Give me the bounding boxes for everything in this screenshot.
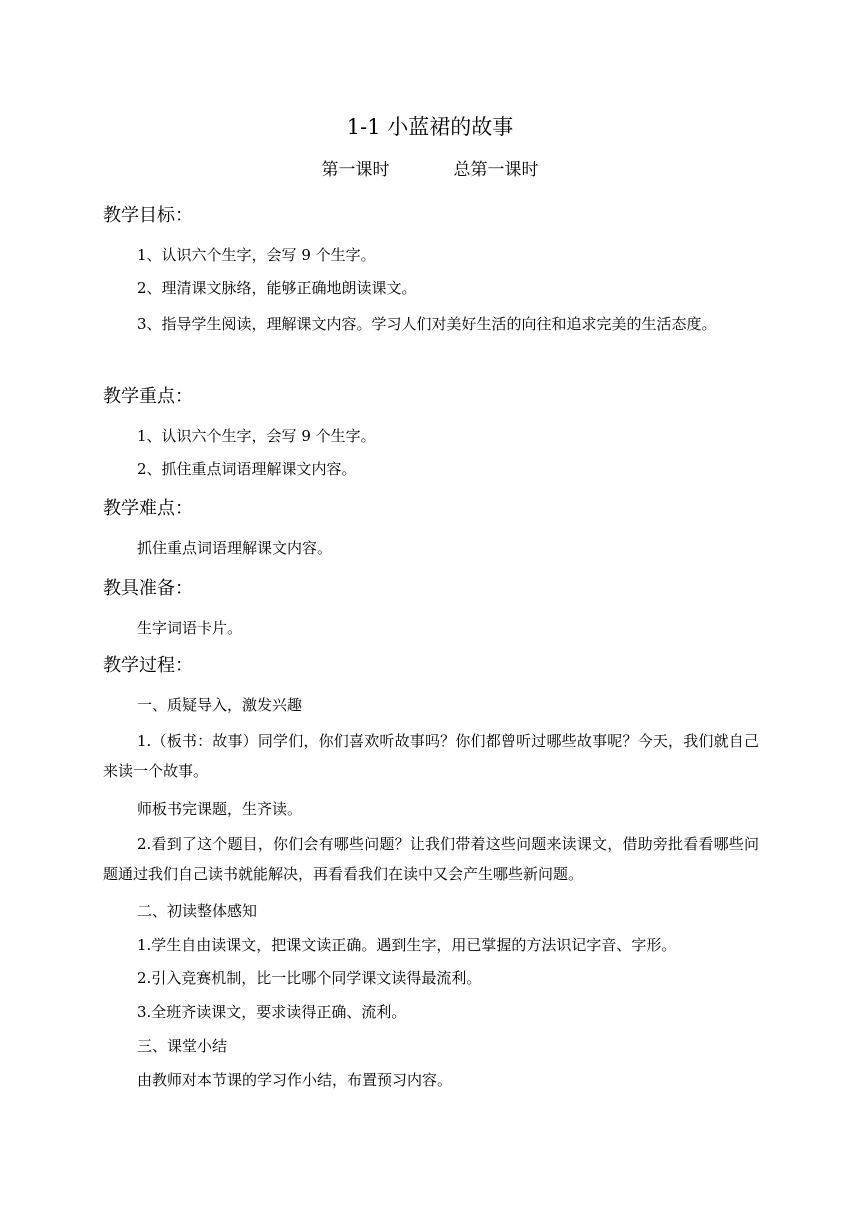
lesson-number: 第一课时	[321, 160, 390, 180]
difficulty-item: 抓住重点词语理解课文内容。	[137, 539, 333, 557]
process-step: 1.学生自由读课文，把课文读正确。遇到生字，用已掌握的方法识记字音、字形。	[137, 936, 677, 954]
materials-heading: 教具准备：	[103, 578, 193, 599]
process-step: 2.看到了这个题目，你们会有哪些问题？让我们带着这些问题来读课文，借助旁批看看哪些问题通过我们自己读书就能解决，再看看我们在读中又会产生哪些新问题。	[103, 835, 759, 883]
process-step: 1.（板书：故事）同学们，你们喜欢听故事吗？你们都曾听过哪些故事呢？今天，我们就自己来读一个故事。	[103, 732, 759, 780]
key-points-heading: 教学重点：	[103, 386, 193, 407]
key-point-item: 1、认识六个生字，会写 9 个生字。	[137, 427, 376, 445]
total-lesson-number: 总第一课时	[453, 160, 539, 180]
process-step: 二、初读整体感知	[137, 902, 258, 920]
process-heading: 教学过程：	[103, 655, 193, 676]
objective-item: 1、认识六个生字，会写 9 个生字。	[137, 246, 376, 264]
document-title: 1-1 小蓝裙的故事	[346, 115, 514, 139]
objectives-heading: 教学目标：	[103, 205, 193, 226]
objective-item: 3、指导学生阅读，理解课文内容。学习人们对美好生活的向往和追求完美的生活态度。	[137, 315, 717, 333]
difficulties-heading: 教学难点：	[103, 498, 193, 519]
objective-item: 2、理清课文脉络，能够正确地朗读课文。	[137, 279, 417, 297]
key-point-item: 2、抓住重点词语理解课文内容。	[137, 460, 357, 478]
material-item: 生字词语卡片。	[137, 619, 243, 637]
process-step: 3.全班齐读课文，要求读得正确、流利。	[137, 1003, 407, 1021]
lesson-info	[0, 157, 860, 183]
process-step: 三、课堂小结	[137, 1037, 228, 1055]
process-step: 师板书完课题，生齐读。	[137, 800, 303, 818]
process-step: 由教师对本节课的学习作小结，布置预习内容。	[137, 1071, 453, 1089]
process-step: 2.引入竞赛机制，比一比哪个同学课文读得最流利。	[137, 969, 482, 987]
process-step: 一、质疑导入，激发兴趣	[137, 696, 303, 714]
